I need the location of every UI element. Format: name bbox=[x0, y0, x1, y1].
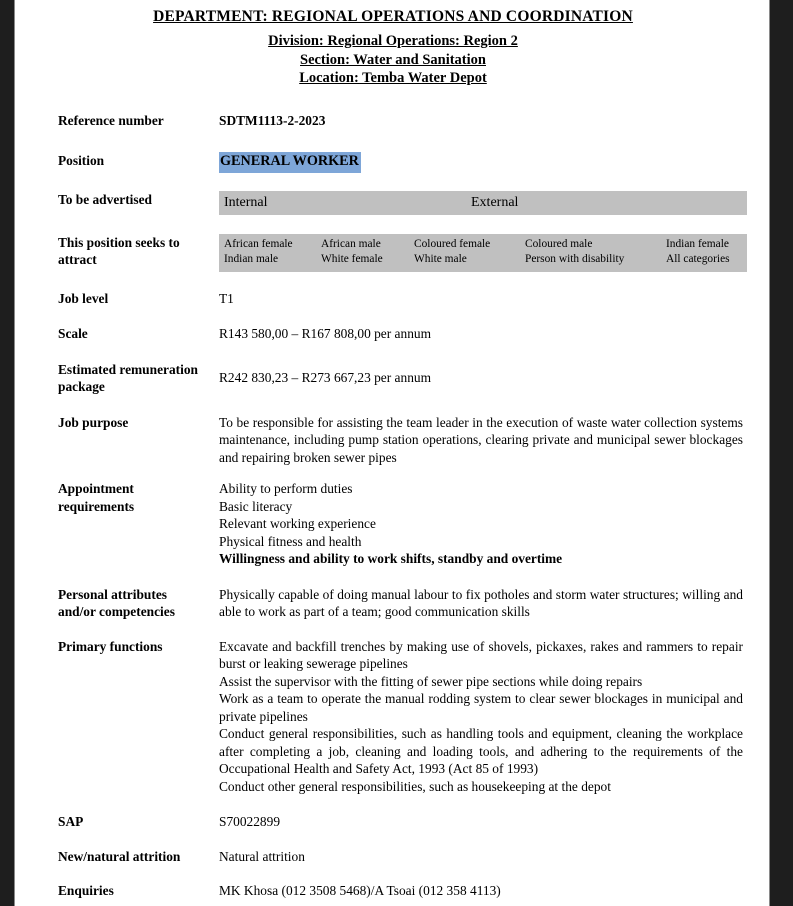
appointment-line: Relevant working experience bbox=[219, 516, 376, 531]
scale-label: Scale bbox=[58, 326, 88, 341]
attract-column bbox=[224, 237, 321, 272]
field-row-enquiries bbox=[58, 882, 769, 900]
header-division: Division: Regional Operations: Region 2 bbox=[268, 33, 518, 49]
job-level-value: T1 bbox=[219, 290, 234, 306]
appointment-value bbox=[219, 480, 743, 568]
header-section: Section: Water and Sanitation bbox=[300, 51, 486, 68]
primary-function-item: Assist the supervisor with the fitting of sewer pipe sections while doing repairs bbox=[219, 673, 643, 689]
appointment-line: Physical fitness and health bbox=[219, 533, 362, 549]
remuneration-label: Estimated remuneration package bbox=[58, 361, 198, 394]
position-value-highlighted[interactable]: GENERAL WORKER bbox=[219, 152, 361, 173]
field-row-appointment bbox=[58, 480, 769, 568]
sap-value: S70022899 bbox=[219, 814, 281, 829]
primary-function-item: Conduct other general responsibilities, such as housekeeping at the depot bbox=[219, 778, 611, 794]
primary-function-item: Conduct general responsibilities, such as handling tools and equipment, cleaning the workplace after completing a job, cleaning and loading tools, and adhering to the requirements of the Occupational Health and Safety Act, 1993 (Act 85 of 1993) bbox=[219, 726, 743, 776]
reference-value: SDTM1113-2-2023 bbox=[219, 112, 326, 128]
remuneration-value: R242 830,23 – R273 667,23 per annum bbox=[219, 369, 432, 385]
attract-table bbox=[219, 234, 747, 272]
field-row-advertised bbox=[58, 191, 769, 215]
attract-column bbox=[414, 237, 525, 272]
personal-value: Physically capable of doing manual labour to fix potholes and storm water structures; willing and able to work as part of a team; good communication skills bbox=[219, 586, 743, 619]
attract-cell: Coloured female bbox=[414, 237, 491, 250]
enquiries-label: Enquiries bbox=[58, 883, 114, 898]
primary-function-item: Excavate and backfill trenches by making use of shovels, pickaxes, rakes and rammers to repair burst or leaking sewerage pipelines bbox=[219, 638, 743, 671]
appointment-line: Ability to perform duties bbox=[219, 481, 353, 496]
attrition-label: New/natural attrition bbox=[58, 848, 181, 864]
personal-label: Personal attributes and/or competencies bbox=[58, 586, 175, 619]
field-row-job-purpose bbox=[58, 414, 769, 467]
attract-cell: White female bbox=[321, 253, 383, 265]
field-row-primary-functions bbox=[58, 638, 769, 796]
header-location: Location: Temba Water Depot bbox=[299, 70, 487, 86]
attract-cell: African female bbox=[224, 237, 293, 250]
job-purpose-value: To be responsible for assisting the team leader in the execution of waste water collection systems maintenance, including pump station operations, clearing private and municipal sewer blockages and repairing broken sewer pipes bbox=[219, 414, 743, 465]
field-row-reference bbox=[58, 112, 769, 130]
advertised-bar bbox=[219, 191, 747, 215]
attract-column bbox=[525, 237, 666, 272]
reference-label: Reference number bbox=[58, 112, 164, 128]
attract-cell: Coloured male bbox=[525, 237, 593, 250]
header-department: DEPARTMENT: REGIONAL OPERATIONS AND COORDINATION bbox=[153, 8, 633, 25]
attract-cell: African male bbox=[321, 237, 381, 250]
field-row-attrition bbox=[58, 848, 769, 866]
enquiries-value: MK Khosa (012 3508 5468)/A Tsoai (012 358 4113) bbox=[219, 883, 501, 898]
field-row-remuneration bbox=[58, 361, 769, 396]
appointment-line: Basic literacy bbox=[219, 498, 293, 514]
job-purpose-label: Job purpose bbox=[58, 414, 129, 430]
document-header bbox=[15, 3, 771, 88]
attract-label: This position seeks to attract bbox=[58, 234, 180, 267]
primary-function-item: Work as a team to operate the manual rodding system to clear sewer blockages in municipal and private pipelines bbox=[219, 691, 743, 724]
field-row-position bbox=[58, 152, 769, 173]
job-level-label: Job level bbox=[58, 290, 109, 306]
field-row-scale bbox=[58, 325, 769, 343]
attract-column bbox=[321, 237, 414, 272]
primary-functions-label: Primary functions bbox=[58, 638, 163, 654]
attract-cell: Indian female bbox=[666, 237, 729, 250]
field-row-personal bbox=[58, 586, 769, 621]
document-page bbox=[14, 0, 770, 906]
advertised-label: To be advertised bbox=[58, 191, 152, 207]
appointment-label: Appointment requirements bbox=[58, 481, 135, 514]
attract-cell: All categories bbox=[666, 253, 730, 265]
field-row-job-level bbox=[58, 290, 769, 308]
attract-cell: Indian male bbox=[224, 253, 279, 265]
advertised-option-external: External bbox=[471, 194, 519, 210]
sap-label: SAP bbox=[58, 814, 84, 829]
scale-value: R143 580,00 – R167 808,00 per annum bbox=[219, 326, 432, 341]
attract-column bbox=[666, 237, 747, 272]
attrition-value: Natural attrition bbox=[219, 848, 305, 864]
appointment-line-bold: Willingness and ability to work shifts, standby and overtime bbox=[219, 551, 563, 566]
field-row-sap bbox=[58, 813, 769, 831]
attract-cell: Person with disability bbox=[525, 253, 625, 265]
primary-functions-value bbox=[219, 638, 743, 796]
position-label: Position bbox=[58, 153, 105, 168]
field-row-attract bbox=[58, 234, 769, 272]
attract-cell: White male bbox=[414, 253, 467, 265]
advertised-option-internal: Internal bbox=[224, 194, 268, 210]
